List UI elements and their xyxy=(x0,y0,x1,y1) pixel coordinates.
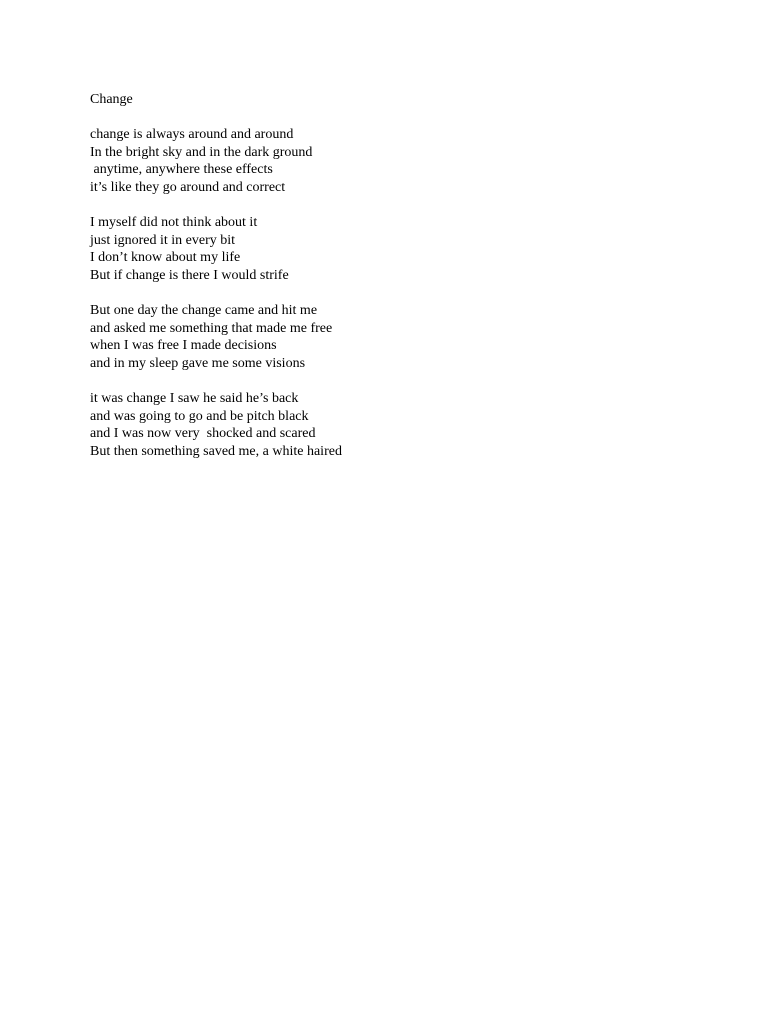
poem-line: But one day the change came and hit me xyxy=(90,303,318,319)
poem-stanza xyxy=(90,126,730,196)
poem-line: change is always around and around xyxy=(90,127,294,143)
poem-line: But if change is there I would strife xyxy=(90,267,289,283)
poem-stanza xyxy=(90,390,730,460)
poem-line: anytime, anywhere these effects xyxy=(90,162,273,178)
poem-line: In the bright sky and in the dark ground xyxy=(90,144,313,160)
poem-line: and was going to go and be pitch black xyxy=(90,408,309,424)
poem-line: and I was now very shocked and scared xyxy=(90,426,316,442)
poem-line: when I was free I made decisions xyxy=(90,338,277,354)
poem xyxy=(90,91,730,460)
poem-line: and asked me something that made me free xyxy=(90,320,333,336)
poem-title: Change xyxy=(90,92,133,107)
poem-line: it was change I saw he said he’s back xyxy=(90,391,299,407)
poem-line: I myself did not think about it xyxy=(90,215,258,231)
poem-line: But then something saved me, a white haired xyxy=(90,443,342,459)
poem-line: and in my sleep gave me some visions xyxy=(90,355,306,371)
poem-stanza xyxy=(90,302,730,372)
poem-line: it’s like they go around and correct xyxy=(90,179,286,195)
poem-line: I don’t know about my life xyxy=(90,250,241,266)
poem-stanza xyxy=(90,214,730,284)
poem-line: just ignored it in every bit xyxy=(90,232,236,248)
